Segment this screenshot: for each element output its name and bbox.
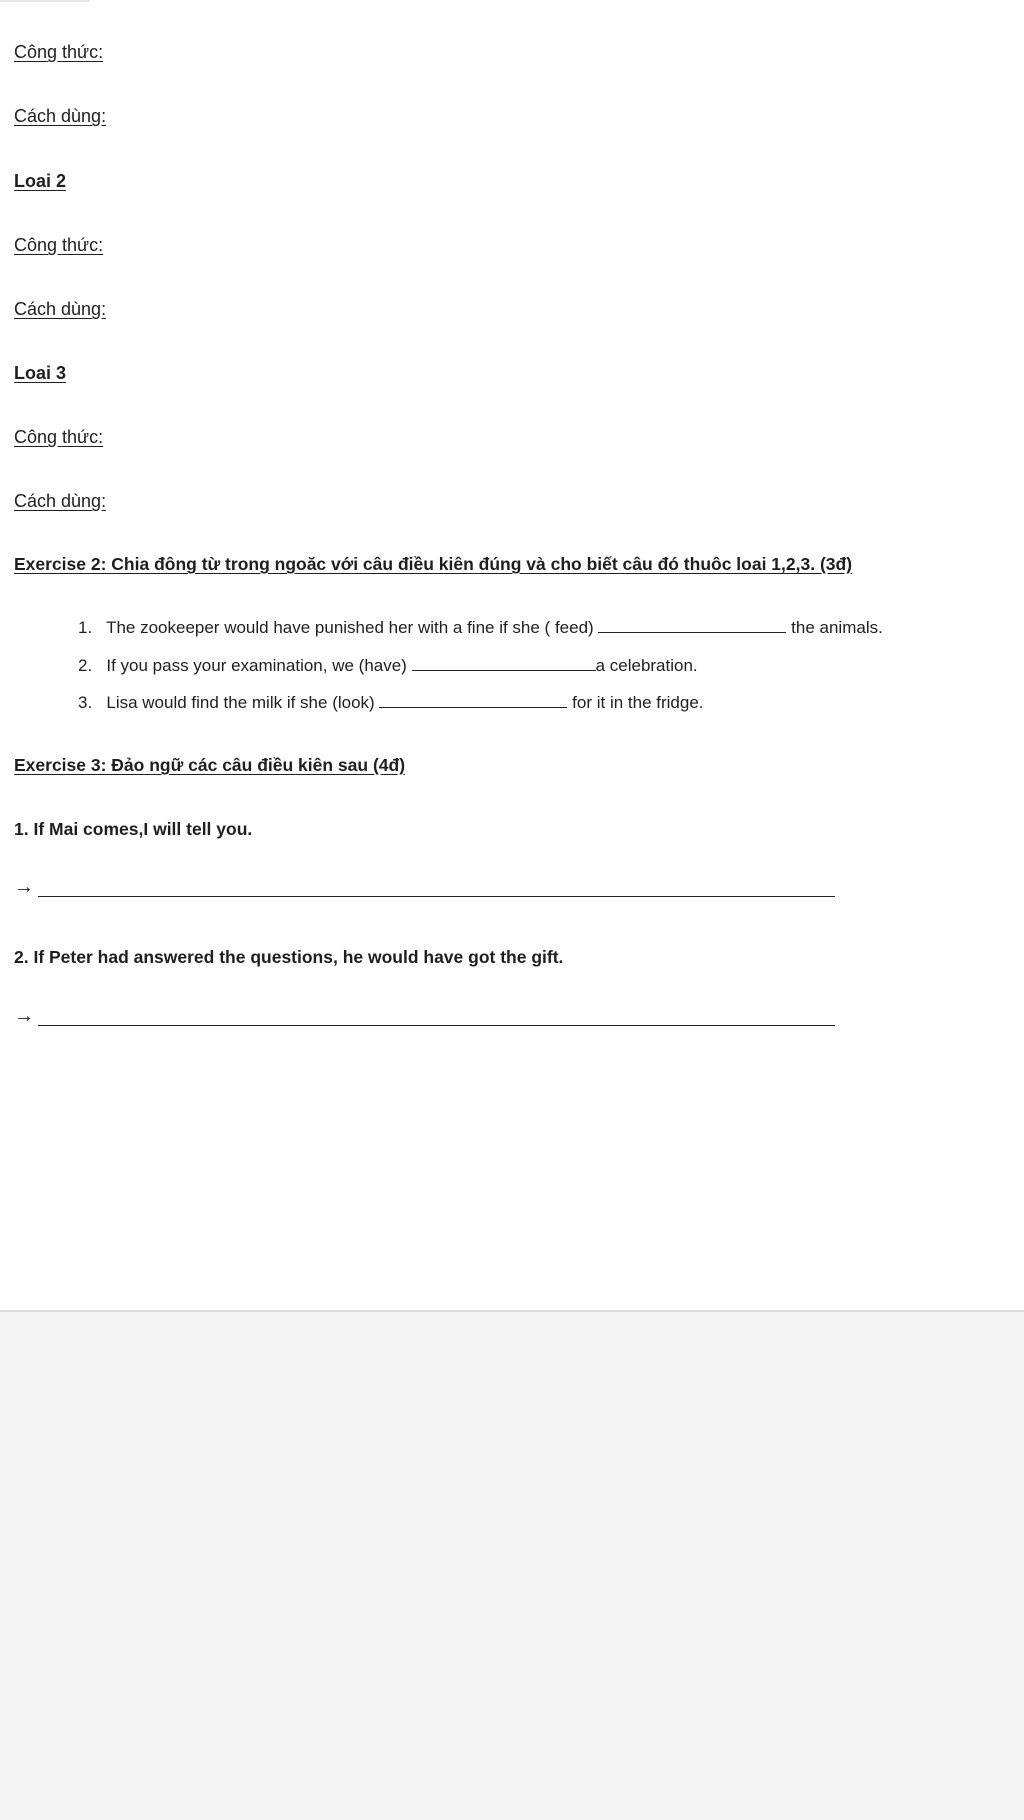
formula-label-type2: Công thức: bbox=[14, 235, 104, 255]
exercise3-item-2: 2. If Peter had answered the questions, he would have got the gift. bbox=[14, 947, 564, 967]
question-number: 2. bbox=[78, 656, 93, 675]
heading-type2: Loai 2 bbox=[14, 171, 67, 191]
right-arrow-icon: → bbox=[14, 1005, 34, 1027]
page-top-edge bbox=[0, 0, 90, 2]
usage-label-type2: Cách dùng: bbox=[14, 299, 107, 319]
question-text-before: If you pass your examination, we (have) bbox=[106, 656, 407, 675]
question-text-after: a celebration. bbox=[595, 656, 698, 675]
answer-blank[interactable] bbox=[412, 656, 596, 671]
exercise3-item-1: 1. If Mai comes,I will tell you. bbox=[14, 819, 253, 839]
exercise2-title: Exercise 2: Chia đông từ trong ngoăc với câu điều kiên đúng và cho biết câu đó thuôc loai 1,2,3. (3đ) bbox=[14, 554, 853, 574]
usage-label-type3: Cách dùng: bbox=[14, 491, 107, 511]
formula-label-type3: Công thức: bbox=[14, 427, 104, 447]
answer-blank[interactable] bbox=[379, 693, 567, 708]
exercise2-question-3 bbox=[78, 693, 704, 711]
right-arrow-icon: → bbox=[14, 876, 34, 898]
exercise2-question-2 bbox=[78, 656, 698, 674]
question-text-before: Lisa would find the milk if she (look) bbox=[106, 693, 375, 712]
exercise3-answer-row-1 bbox=[14, 877, 835, 897]
question-text-after: for it in the fridge. bbox=[572, 693, 704, 712]
question-number: 1. bbox=[78, 618, 93, 637]
answer-blank[interactable] bbox=[598, 618, 786, 633]
document-background bbox=[0, 1312, 1024, 1820]
heading-type3: Loai 3 bbox=[14, 363, 67, 383]
exercise2-question-1 bbox=[78, 618, 883, 636]
formula-label-type1: Công thức: bbox=[14, 42, 104, 62]
question-number: 3. bbox=[78, 693, 93, 712]
exercise3-title: Exercise 3: Đảo ngữ các câu điều kiên sau (4đ) bbox=[14, 755, 406, 775]
usage-label-type1: Cách dùng: bbox=[14, 106, 107, 126]
answer-line[interactable] bbox=[38, 1009, 835, 1026]
exercise3-answer-row-2 bbox=[14, 1006, 835, 1026]
question-text-after: the animals. bbox=[791, 618, 883, 637]
answer-line[interactable] bbox=[38, 880, 835, 897]
question-text-before: The zookeeper would have punished her with a fine if she ( feed) bbox=[106, 618, 594, 637]
